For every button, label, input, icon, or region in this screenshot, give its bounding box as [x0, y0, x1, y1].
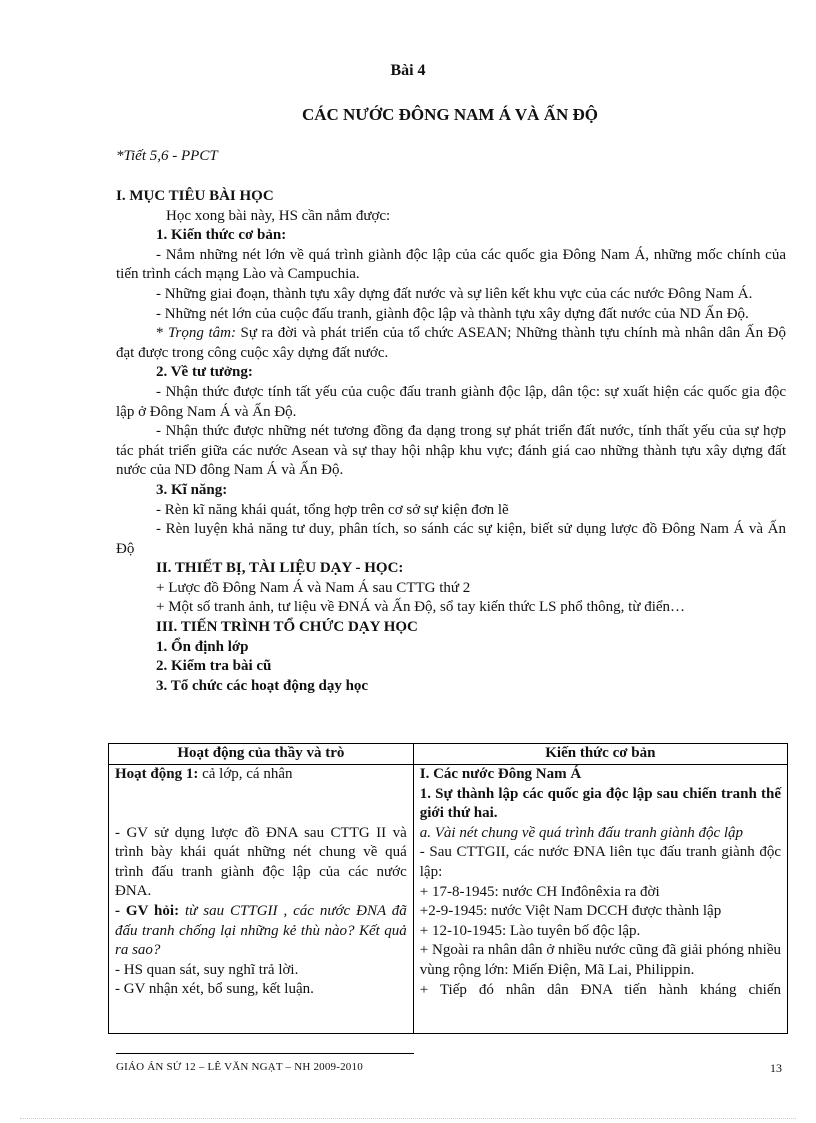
knowledge-heading: 1. Kiến thức cơ bản:	[156, 227, 287, 244]
page-number: 13	[770, 1061, 782, 1075]
lesson-number: Bài 4	[390, 62, 426, 79]
gv-ask-text: từ sau CTTGII , các nước ĐNA đã đấu tranh chống lại những kẻ thù nào? Kết quả ra sao?	[115, 902, 407, 959]
process-step: 2. Kiểm tra bài cũ	[156, 658, 272, 675]
thought-heading: 2. Về tư tưởng:	[156, 364, 253, 381]
col-header-activities: Hoạt động của thầy và trò	[109, 744, 414, 765]
section-title: I. Các nước Đông Nam Á	[419, 766, 582, 782]
equipment-heading: II. THIẾT BỊ, TÀI LIỆU DẠY - HỌC:	[156, 560, 404, 577]
subsection-title: 1. Sự thành lập các quốc gia độc lập sau chiến tranh thế giới thứ hai.	[419, 785, 781, 822]
focus-label: Trọng tâm:	[168, 325, 236, 342]
process-heading: III. TIẾN TRÌNH TỔ CHỨC DẠY HỌC	[156, 619, 418, 636]
knowledge-cell	[413, 765, 787, 1034]
skills-item: - Rèn kĩ năng khái quát, tổng hợp trên cơ sở sự kiện đơn lẽ	[156, 501, 509, 518]
event-item: + 12-10-1945: Lào tuyên bố độc lập.	[419, 922, 641, 939]
gv-ask-label: - GV hỏi:	[115, 902, 180, 919]
thought-item: - Nhận thức được những nét tương đồng đa dạng trong sự phát triển đất nước, tính thất yếu của sự hợp tác phát triển giữa các nước Asean và sự thay hội nhập khu vực; đánh giá cao những thành tựu xây dựng đất nước của ND đông Nam Á và Ấn Độ.	[116, 423, 786, 479]
intro-text: - Sau CTTGII, các nước ĐNA liên tục đấu tranh giành độc lập:	[419, 844, 781, 880]
activity-text: cả lớp, cá nhân	[198, 766, 293, 782]
focus-prefix: *	[156, 325, 169, 342]
thought-item: - Nhận thức được tính tất yếu của cuộc đấu tranh giành độc lập, dân tộc: sự xuất hiện các quốc gia độc lập ở Đông Nam Á và Ấn Độ.	[116, 383, 786, 420]
col-header-knowledge: Kiến thức cơ bản	[413, 744, 787, 765]
lesson-title: CÁC NƯỚC ĐÔNG NAM Á VÀ ẤN ĐỘ	[301, 105, 599, 124]
lesson-body	[116, 187, 786, 696]
objectives-intro: Học xong bài này, HS cần nắm được:	[166, 207, 391, 224]
next-text: + Tiếp đó nhân dân ĐNA tiến hành kháng chiến	[419, 981, 781, 998]
point-a: a. Vài nét chung về quá trình đấu tranh giành độc lập	[419, 824, 744, 841]
focus-paragraph	[116, 324, 786, 363]
knowledge-item: - Những giai đoạn, thành tựu xây dựng đất nước và sự liên kết khu vực của các nước Đông Nam Á.	[156, 285, 753, 302]
activities-cell	[109, 765, 414, 1034]
equipment-item: + Lược đồ Đông Nam Á và Nam Á sau CTTG thứ 2	[156, 579, 471, 596]
skills-item: - Rèn luyện khả năng tư duy, phân tích, so sánh các sự kiện, biết sử dụng lược đồ Đông Nam Á và Ấn Độ	[116, 521, 786, 557]
footer-text: GIÁO ÁN SỬ 12 – LÊ VĂN NGẠT – NH 2009-2010	[116, 1061, 363, 1073]
event-item: + 17-8-1945: nước CH Inđônêxia ra đời	[419, 883, 660, 900]
footer-rule	[116, 1053, 414, 1054]
process-step: 1. Ổn định lớp	[156, 638, 249, 655]
event-item: +2-9-1945: nước Việt Nam DCCH được thành lập	[419, 903, 722, 920]
objectives-heading: I. MỤC TIÊU BÀI HỌC	[116, 188, 274, 204]
others-text: + Ngoài ra nhân dân ở nhiều nước cũng đã giải phóng nhiều vùng rộng lớn: Miến Điện, Mã Lai, Philippin.	[419, 942, 781, 978]
gv-question	[115, 902, 407, 961]
activities-table	[108, 743, 788, 1034]
gv-use-lines: - GV sử dụng lược đồ ĐNA sau CTTG II và trình bày khái quát những nét chung về quá trình đấu tranh giành độc lập của các nước ĐNA.	[115, 824, 407, 900]
spacer	[115, 785, 407, 824]
focus-text: Sự ra đời và phát triển của tổ chức ASEAN; Những thành tựu chính mà nhân dân Ấn Độ đạt được trong công cuộc xây dựng đất nước.	[116, 325, 786, 361]
equipment-item: + Một số tranh ảnh, tư liệu về ĐNÁ và Ấn Độ, sổ tay kiến thức LS phổ thông, từ điển…	[156, 599, 686, 616]
activity-1	[115, 765, 407, 785]
period-note: *Tiết 5,6 - PPCT	[116, 148, 218, 164]
activity-label: Hoạt động 1:	[115, 766, 199, 782]
hs-answer: - HS quan sát, suy nghĩ trả lời.	[115, 961, 299, 978]
process-step: 3. Tổ chức các hoạt động dạy học	[156, 677, 369, 694]
skills-heading: 3. Kĩ năng:	[156, 481, 228, 498]
knowledge-item: - Những nét lớn của cuộc đấu tranh, giành độc lập và thành tựu xây dựng đất nước của ND Ấn Độ.	[156, 305, 749, 322]
gv-comment: - GV nhận xét, bổ sung, kết luận.	[115, 981, 314, 998]
page-edge	[20, 1118, 796, 1119]
knowledge-item: - Nắm những nét lớn về quá trình giành độc lập của các quốc gia Đông Nam Á, những mốc chính của tiến trình cách mạng Lào và Campuchia.	[116, 246, 786, 283]
